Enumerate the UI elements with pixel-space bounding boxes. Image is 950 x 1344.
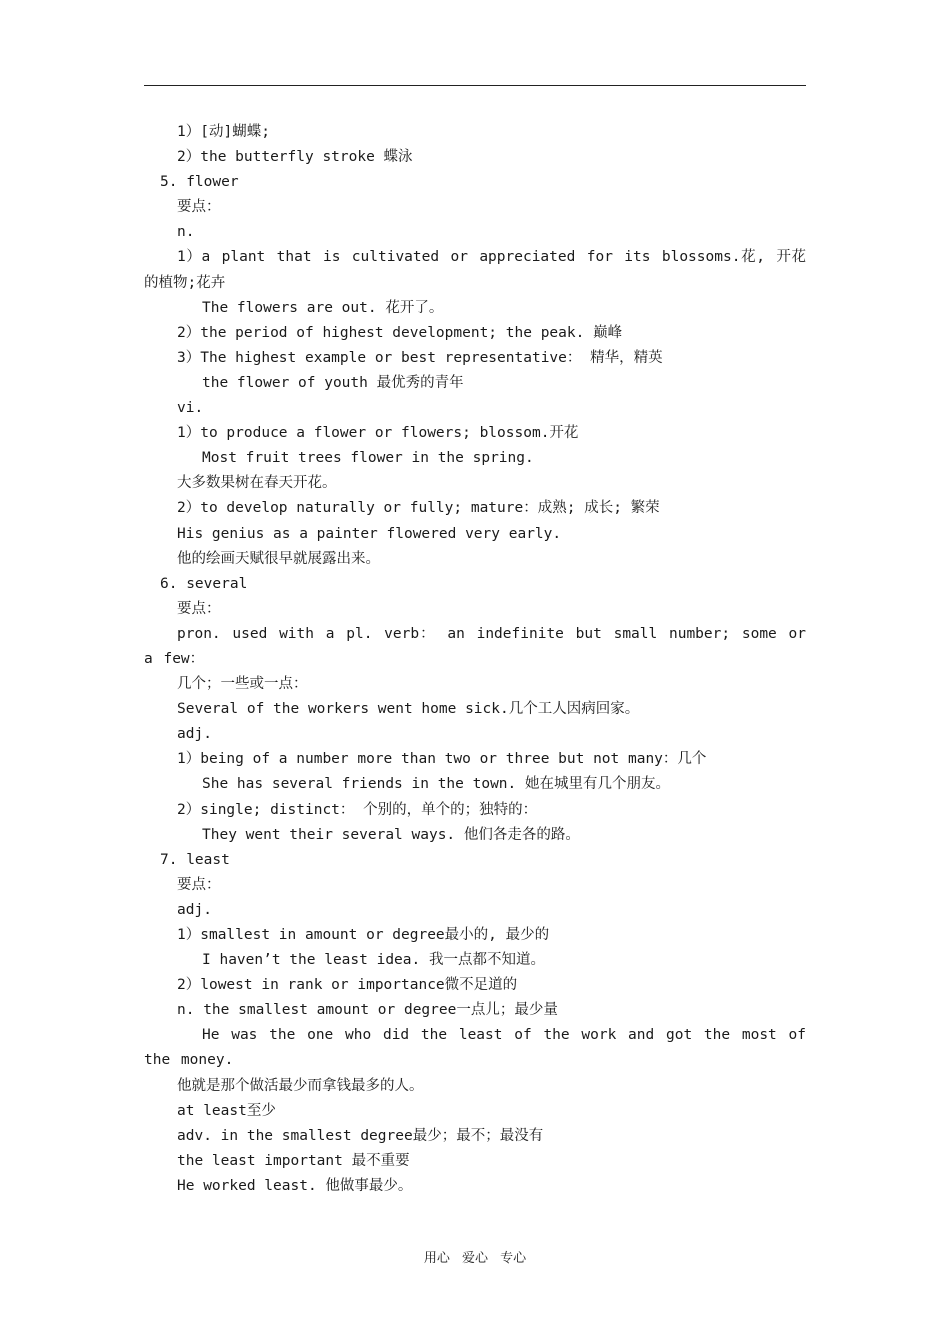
text-line: He was the one who did the least of the work and got the most of the money. [144,1027,806,1069]
text-line: 1）being of a number more than two or three but not many：几个 [177,751,707,768]
text-line: vi. [177,400,204,417]
text-line: 5. flower [160,174,239,191]
text-line: Several of the workers went home sick.几个工人因病回家。 [177,701,640,718]
text-line: 要点： [177,199,221,216]
text-line: 2）to develop naturally or fully; mature：成熟; 成长; 繁荣 [177,500,660,517]
text-line: n. [177,224,195,241]
document-body [144,120,806,1199]
text-line: His genius as a painter flowered very early. [177,525,562,542]
text-line: I haven’t the least idea. 我一点都不知道。 [202,952,545,969]
text-line: She has several friends in the town. 她在城里有几个朋友。 [202,776,670,793]
text-line: 2）the butterfly stroke 蝶泳 [177,149,413,166]
text-line: adv. in the smallest degree最少；最不；最没有 [177,1127,544,1144]
text-line: 7. least [160,851,230,868]
text-line: 1）smallest in amount or degree最小的, 最少的 [177,927,550,943]
text-line: 大多数果树在春天开花。 [177,475,337,492]
text-line: Most fruit trees flower in the spring. [202,450,534,467]
text-line: 1）to produce a flower or flowers; blossom.开花 [177,425,579,442]
text-line: 6. several [160,575,248,592]
page-footer: 用心 爱心 专心 [423,1251,527,1266]
text-line: 要点： [177,600,221,617]
text-line: 他的绘画天赋很早就展露出来。 [177,550,380,567]
text-line: They went their several ways. 他们各走各的路。 [202,826,580,843]
text-line: the least important 最不重要 [177,1152,410,1169]
text-line: pron. used with a pl. verb： an indefinite but small number; some or a few： [144,625,806,667]
text-line: 他就是那个做活最少而拿钱最多的人。 [177,1077,424,1094]
text-line: 2）lowest in rank or importance微不足道的 [177,977,518,994]
text-line: adj. [177,901,212,918]
text-line: The flowers are out. 花开了。 [202,299,444,316]
header-rule [144,85,806,86]
text-line: 3）The highest example or best representative： 精华，精英 [177,349,663,366]
text-line: 2）single; distinct： 个别的，单个的；独特的： [177,801,538,818]
text-line: n. the smallest amount or degree一点儿；最少量 [177,1002,558,1019]
text-line: He worked least. 他做事最少。 [177,1177,413,1194]
text-line: 要点： [177,876,221,893]
text-line: 1）[动]蝴蝶; [177,124,270,140]
text-line: at least至少 [177,1102,276,1119]
text-line: 2）the period of highest development; the peak. 巅峰 [177,324,623,341]
text-line: 几个；一些或一点： [177,676,308,693]
text-line: 1）a plant that is cultivated or appreciated for its blossoms.花, 开花的植物;花卉 [144,249,806,291]
text-line: the flower of youth 最优秀的青年 [202,374,464,391]
text-line: adj. [177,726,212,743]
